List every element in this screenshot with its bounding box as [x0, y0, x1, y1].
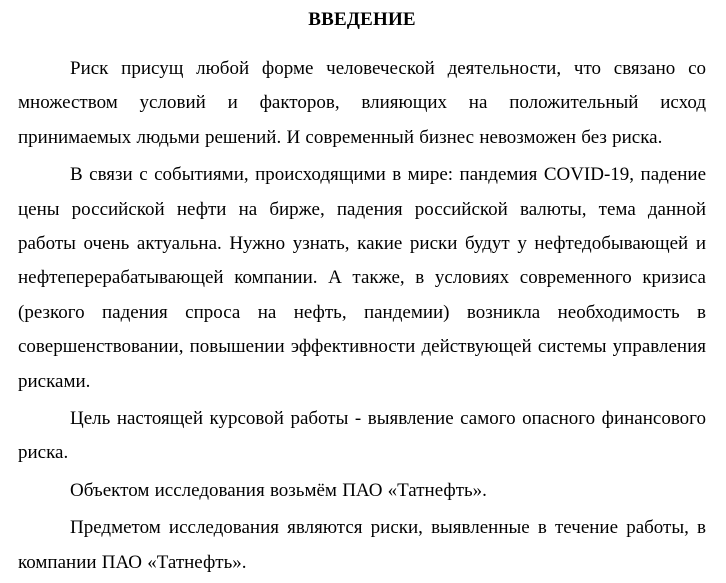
paragraph-goal: Цель настоящей курсовой работы - выявление самого опасного финансового риска.	[18, 408, 706, 464]
paragraph-object: Объектом исследования возьмём ПАО «Татнефть».	[70, 479, 487, 501]
section-heading: ВВЕДЕНИЕ	[308, 9, 416, 30]
paragraph-relevance: В связи с событиями, происходящими в мире: пандемия COVID-19, падение цены российской нефти на бирже, падения российской валюты, тема данной работы очень актуальна. Нужно узнать, какие риски будут у нефтедобывающей и нефтеперерабатывающей компании. А также, в условиях современного кризиса (резкого падения спроса на нефть, пандемии) возникла необходимость в совершенствовании, повышении эффективности действующей системы управления рисками.	[18, 164, 706, 392]
paragraph-risk-intro: Риск присущ любой форме человеческой деятельности, что связано со множеством условий и факторов, влияющих на положительный исход принимаемых людьми решений. И современный бизнес невозможен без риска.	[18, 58, 706, 148]
document-page	[18, 8, 706, 583]
paragraph-subject: Предметом исследования являются риски, выявленные в течение работы, в компании ПАО «Татнефть».	[18, 517, 706, 573]
